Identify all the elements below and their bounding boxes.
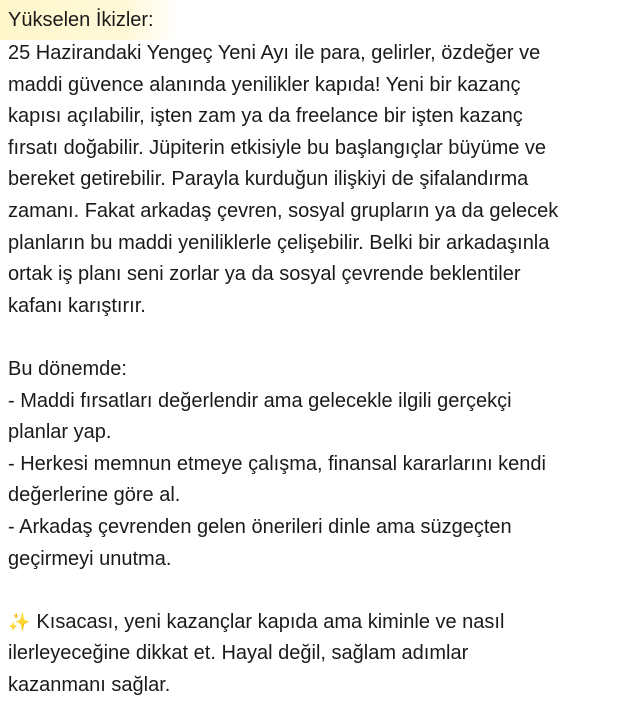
- list-item: - Maddi fırsatları değerlendir ama gelecekle ilgili gerçekçi: [8, 389, 512, 412]
- paragraph-line: planların bu maddi yeniliklerle çelişebilir. Belki bir arkadaşınla: [8, 231, 550, 254]
- list-item: - Herkesi memnun etmeye çalışma, finansal kararlarını kendi: [8, 452, 546, 475]
- sparkles-icon: ✨: [8, 611, 31, 632]
- sign-title: Yükselen İkizler:: [8, 9, 154, 31]
- summary-line: kazanmanı sağlar.: [8, 673, 171, 696]
- paragraph-line: kafanı karıştırır.: [8, 294, 146, 317]
- intro-paragraph: [8, 38, 628, 322]
- paragraph-line: fırsatı doğabilir. Jüpiterin etkisiyle bu başlangıçlar büyüme ve: [8, 136, 547, 159]
- summary-paragraph: [8, 607, 628, 702]
- summary-line: ilerleyeceğine dikkat et. Hayal değil, sağlam adımlar: [8, 642, 469, 665]
- blank-line: [8, 322, 628, 354]
- paragraph-line: ortak iş planı seni zorlar ya da sosyal çevrende beklentiler: [8, 263, 521, 286]
- paragraph-line: maddi güvence alanında yenilikler kapıda! Yeni bir kazanç: [8, 73, 521, 96]
- advice-list: [8, 386, 628, 576]
- paragraph-line: kapısı açılabilir, işten zam ya da freelance bir işten kazanç: [8, 105, 523, 128]
- summary-line: [8, 607, 628, 639]
- title-highlight: [0, 0, 180, 40]
- list-item: planlar yap.: [8, 421, 112, 444]
- period-heading: Bu dönemde:: [8, 357, 127, 380]
- list-item: - Arkadaş çevrenden gelen önerileri dinle ama süzgeçten: [8, 515, 512, 538]
- paragraph-line: zamanı. Fakat arkadaş çevren, sosyal grupların ya da gelecek: [8, 199, 559, 222]
- list-item: değerlerine göre al.: [8, 484, 181, 507]
- paragraph-line: bereket getirebilir. Parayla kurduğun ilişkiyi de şifalandırma: [8, 168, 529, 191]
- list-item: geçirmeyi unutma.: [8, 547, 172, 570]
- blank-line: [8, 575, 628, 607]
- paragraph-line: 25 Hazirandaki Yengeç Yeni Ayı ile para, gelirler, özdeğer ve: [8, 42, 541, 64]
- summary-text: Kısacası, yeni kazançlar kapıda ama kiminle ve nasıl: [36, 610, 505, 633]
- horoscope-content: [8, 38, 628, 701]
